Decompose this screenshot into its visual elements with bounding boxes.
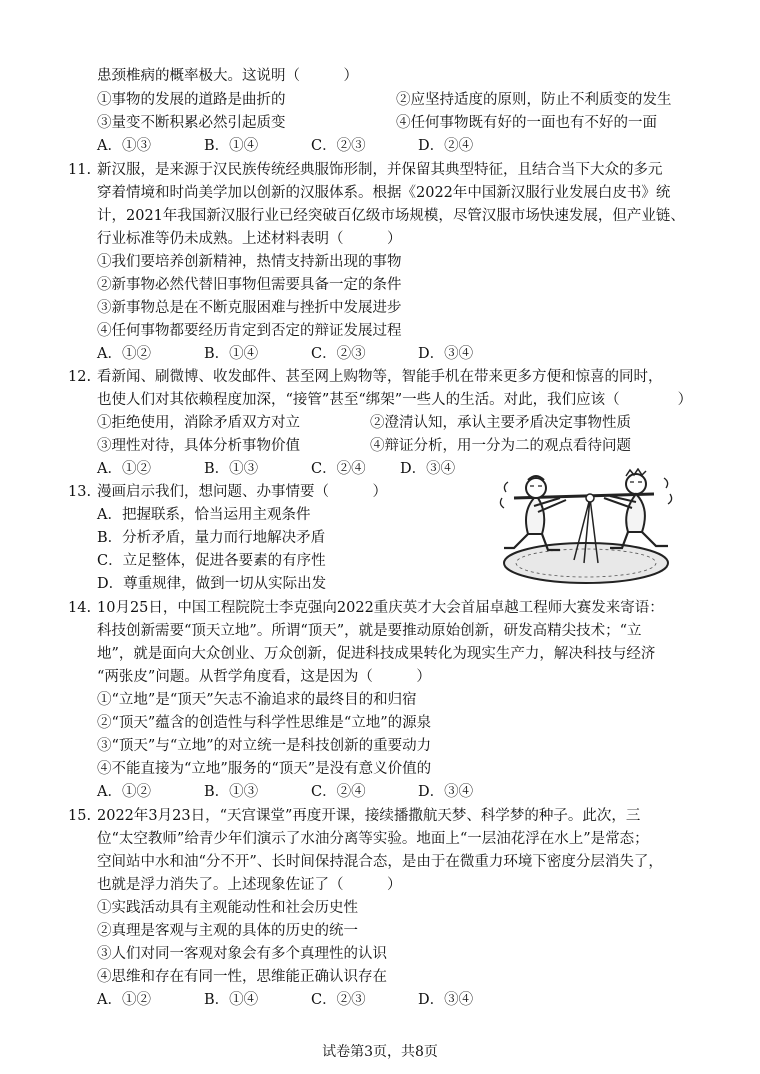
q15-number: 15. [68, 808, 92, 824]
q10-lead: 患颈椎病的概率极大。这说明（ ） [97, 68, 358, 84]
q14-statement-4: ④不能直接为“立地”服务的“顶天”是没有意义价值的 [97, 761, 432, 777]
q14-option-d: D．③④ [418, 784, 474, 800]
q14-option-a: A．①② [97, 784, 151, 800]
q15-statement-3: ③人们对同一客观对象会有多个真理性的认识 [97, 946, 387, 962]
q13-option-b: B．分析矛盾，量力而行地解决矛盾 [97, 530, 326, 546]
q14-stem-line: “两张皮”问题。从哲学角度看，这是因为（ ） [97, 669, 431, 685]
q13-number: 13. [68, 484, 92, 500]
q14-statement-2: ②“顶天”蕴含的创造性与科学性思维是“立地”的源泉 [97, 715, 432, 731]
q12-statement-1: ①拒绝使用，消除矛盾双方对立 [97, 415, 300, 431]
q11-statement-3: ③新事物总是在不断克服困难与挫折中发展进步 [97, 300, 402, 316]
q12-option-d: D．③④ [400, 461, 456, 477]
q15-stem-line: 2022年3月23日，“天宫课堂”再度开课，接续播撒航天梦、科学梦的种子。此次，三 [97, 808, 641, 824]
q10-statement-1: ①事物的发展的道路是曲折的 [97, 92, 286, 108]
q12-statement-2: ②澄清认知，承认主要矛盾决定事物性质 [370, 415, 631, 431]
q11-statement-4: ④任何事物都要经历肯定到否定的辩证发展过程 [97, 323, 402, 339]
q11-option-b: B．①④ [204, 346, 259, 362]
q15-option-a: A．①② [97, 992, 151, 1008]
q11-number: 11. [68, 162, 92, 178]
q15-statement-2: ②真理是客观与主观的具体的历史的统一 [97, 923, 358, 939]
q13-option-d: D．尊重规律，做到一切从实际出发 [97, 576, 327, 592]
q15-statement-4: ④思维和存在有同一性，思维能正确认识存在 [97, 969, 387, 985]
q10-option-b: B．①④ [204, 138, 259, 154]
q11-statement-2: ②新事物必然代替旧事物但需要具备一定的条件 [97, 277, 402, 293]
q10-option-a: A．①③ [97, 138, 151, 154]
q15-stem-line: 空间站中水和油“分不开”、长时间保持混合态，是由于在微重力环境下密度分层消失了， [97, 854, 663, 870]
q14-statement-3: ③“顶天”与“立地”的对立统一是科技创新的重要动力 [97, 738, 432, 754]
q12-stem-line: 也使人们对其依赖程度加深，“接管”甚至“绑架”一些人的生活。对此，我们应该（ ） [97, 392, 693, 408]
q15-stem-line: 位“太空教师”给青少年们演示了水油分离等实验。地面上“一层油花浮在水上”是常态； [97, 831, 649, 847]
q14-stem-line: 10月25日，中国工程院院士李克强向2022重庆英才大会首届卓越工程师大赛发来寄语： [97, 600, 664, 616]
q14-number: 14. [68, 600, 92, 616]
q11-stem-line: 行业标准等仍未成熟。上述材料表明（ ） [97, 231, 402, 247]
tug-of-war-cartoon [486, 468, 686, 588]
q11-stem-line: 穿着情境和时尚美学加以创新的汉服体系。根据《2022年中国新汉服行业发展白皮书》统 [97, 185, 671, 201]
q12-number: 12. [68, 369, 92, 385]
q14-option-b: B．①③ [204, 784, 259, 800]
q11-option-a: A．①② [97, 346, 151, 362]
page-footer: 试卷第3页，共8页 [322, 1044, 438, 1060]
q11-stem-line: 计，2021年我国新汉服行业已经突破百亿级市场规模，尽管汉服市场快速发展，但产业链、 [97, 208, 685, 224]
q12-option-c: C．②④ [311, 461, 366, 477]
q10-option-d: D．②④ [418, 138, 474, 154]
q11-option-d: D．③④ [418, 346, 474, 362]
q12-option-a: A．①② [97, 461, 151, 477]
q14-stem-line: 地”，就是面向大众创业、万众创新，促进科技成果转化为现实生产力，解决科技与经济 [97, 646, 656, 662]
q15-option-d: D．③④ [418, 992, 474, 1008]
q11-option-c: C．②③ [311, 346, 366, 362]
q10-statement-3: ③量变不断积累必然引起质变 [97, 115, 286, 131]
q12-statement-3: ③理性对待，具体分析事物价值 [97, 438, 300, 454]
q15-statement-1: ①实践活动具有主观能动性和社会历史性 [97, 900, 358, 916]
q11-statement-1: ①我们要培养创新精神，热情支持新出现的事物 [97, 254, 402, 270]
q13-option-a: A．把握联系，恰当运用主观条件 [97, 507, 311, 523]
q14-statement-1: ①“立地”是“顶天”矢志不渝追求的最终目的和归宿 [97, 692, 417, 708]
q10-option-c: C．②③ [311, 138, 366, 154]
q13-stem: 漫画启示我们，想问题、办事情要（ ） [97, 484, 387, 500]
q13-option-c: C．立足整体，促进各要素的有序性 [97, 553, 326, 569]
q14-option-c: C．②④ [311, 784, 366, 800]
q15-stem-line: 也就是浮力消失了。上述现象佐证了（ ） [97, 877, 402, 893]
q15-option-b: B．①④ [204, 992, 259, 1008]
q15-option-c: C．②③ [311, 992, 366, 1008]
q14-stem-line: 科技创新需要“顶天立地”。所谓“顶天”，就是要推动原始创新，研发高精尖技术；“立 [97, 623, 642, 639]
q12-statement-4: ④辩证分析，用一分为二的观点看待问题 [370, 438, 631, 454]
q10-statement-2: ②应坚持适度的原则，防止不利质变的发生 [396, 92, 672, 108]
q12-option-b: B．①③ [204, 461, 259, 477]
q12-stem-line: 看新闻、刷微博、收发邮件、甚至网上购物等，智能手机在带来更多方便和惊喜的同时， [97, 369, 663, 385]
q11-stem-line: 新汉服，是来源于汉民族传统经典服饰形制，并保留其典型特征，且结合当下大众的多元 [97, 162, 663, 178]
q10-statement-4: ④任何事物既有好的一面也有不好的一面 [396, 115, 657, 131]
